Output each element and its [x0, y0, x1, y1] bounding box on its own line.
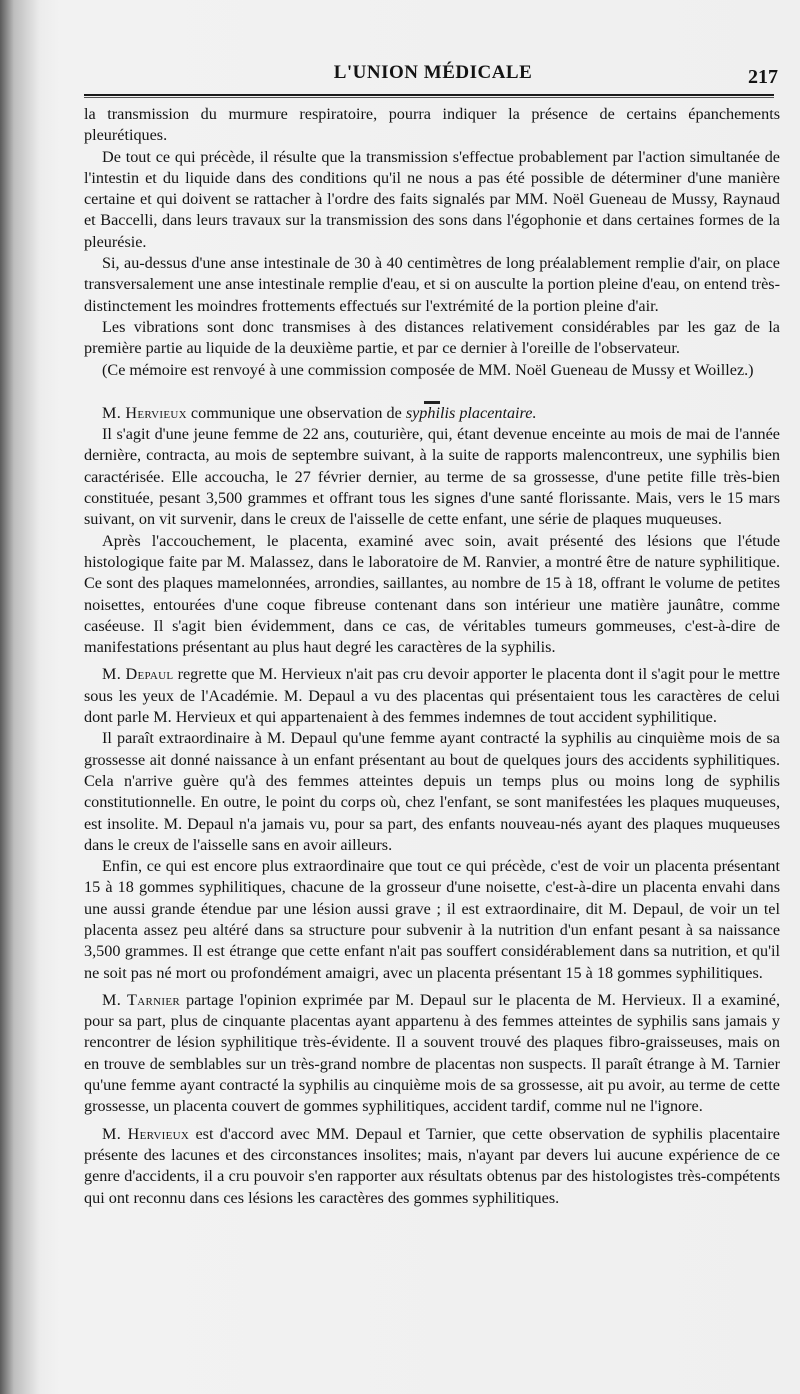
- paragraph: Après l'accouchement, le placenta, examiné avec soin, avait présenté des lésions que l'étude histologique faite par M. Malassez, dans le laboratoire de M. Ranvier, a montré être de nature syphilitique. Ce sont des plaques mamelonnées, arrondies, saillantes, au nombre de 15 à 18, offrant le volume de petites noisettes, entourées d'une coque fibreuse contenant dans son intérieur une matière jaunâtre, comme caséeuse. Il s'agit bien évidemment, dans ce cas, de véritables tumeurs gommeuses, c'est-à-dire de manifestations présentant au plus haut degré les caractères de la syphilis.: [84, 531, 780, 657]
- page-number: 217: [748, 66, 778, 88]
- paragraph-text: partage l'opinion exprimée par M. Depaul sur le placenta de M. Hervieux. Il a examiné, pour sa part, plus de cinquante placentas ayant appartenu à des femmes atteintes de syphilis sans jamais y rencontrer de lésion syphilitique très-évidente. Il a souvent trouvé des plaques fibro-graisseuses, mais on en trouve de semblables sur un très-grand nombre de placentas non suspects. Il paraît étrange à M. Tarnier qu'une femme ayant contracté la syphilis au cinquième mois de sa grossesse, ait pu avoir, au terme de cette grossesse, un placenta couvert de gommes syphilitiques, accident tardif, comme nul ne l'ignore.: [84, 990, 781, 1116]
- paragraph: De tout ce qui précède, il résulte que la transmission s'effectue probablement par l'action simultanée de l'intestin et du liquide dans des conditions qu'il ne nous a pas été possible de déterminer d'une manière certaine et qui doivent se rattacher à l'ordre des faits signalés par MM. Noël Gueneau de Mussy, Raynaud et Baccelli, dans leurs travaux sur la transmission des sons dans l'égophonie et dans certaines formes de la pleurésie.: [84, 147, 780, 251]
- emphasis-text: syphilis placentaire.: [405, 403, 537, 422]
- header-rule: [84, 94, 774, 98]
- paragraph: Il s'agit d'une jeune femme de 22 ans, couturière, qui, étant devenue enceinte au mois de mai de l'année dernière, contracta, au mois de septembre suivant, à la suite de rapports malencontreux, une syphilis bien caractérisée. Elle accoucha, le 27 février dernier, au terme de sa grossesse, d'une petite fille très-bien constituée, pesant 3,500 grammes et offrant tous les signes d'une santé florissante. Mais, vers le 15 mars suivant, on vit survenir, dans le creux de l'aisselle de cette enfant, une série de plaques muqueuses.: [84, 425, 780, 529]
- paragraph: Il paraît extraordinaire à M. Depaul qu'une femme ayant contracté la syphilis au cinquième mois de sa grossesse ait donné naissance à un enfant présentant au bout de quelques jours des accidents syphilitiques. Cela n'arrive guère qu'à des femmes atteintes depuis un temps plus ou moins long de syphilis constitutionnelle. En outre, le point du corps où, chez l'enfant, se sont manifestées les plaques muqueuses, est insolite. M. Depaul n'a jamais vu, pour sa part, des enfants nouveau-nés ayant des plaques muqueuses dans le creux de l'aisselle sans en avoir ailleurs.: [84, 729, 780, 854]
- paragraph: Enfin, ce qui est encore plus extraordinaire que tout ce qui précède, c'est de voir un placenta présentant 15 à 18 gommes syphilitiques, chacune de la grosseur d'une noisette, c'est-à-dire un placenta envahi dans une aussi grande étendue par une lésion aussi grave ; il est extraordinaire, dit M. Depaul, de voir un tel placenta assez peu altéré dans sa structure pour subvenir à la nutrition d'un enfant pesant à sa naissance 3,500 grammes. Il est étrange que cette enfant n'ait pas souffert considérablement dans sa nutrition, et qu'il ne soit pas né mort ou profondément amaigri, avec un placenta présentant 15 à 18 gommes syphilitiques.: [84, 857, 780, 982]
- speaker-name: M. Hervieux: [102, 1124, 190, 1143]
- paragraph-continuation: la transmission du murmure respiratoire, pourra indiquer la présence de certains épanchements pleurétiques.: [84, 105, 780, 145]
- speaker-name: M. Tarnier: [102, 990, 180, 1009]
- paragraph-text: regrette que M. Hervieux n'ait pas cru devoir apporter le placenta dont il s'agit pour le mettre sous les yeux de l'Académie. M. Depaul a vu des placentas qui présentaient tous les caractères de celui dont parle M. Hervieux et qui appartenaient à des femmes indemnes de tout accident syphilitique.: [84, 665, 780, 727]
- paragraph-text: communique une observation de: [186, 403, 406, 422]
- section-separator: [84, 389, 780, 401]
- running-title: L'UNION MÉDICALE: [333, 62, 533, 83]
- paragraph-hervieux-reply: [84, 1124, 780, 1209]
- paragraph-tarnier: [84, 990, 780, 1118]
- paragraph-hervieux-intro: [84, 403, 780, 424]
- paragraph-text: est d'accord avec MM. Depaul et Tarnier, que cette observation de syphilis placentaire présente des lacunes et des circonstances insolites; mais, n'ayant par devers lui aucune expérience de ce genre d'accidents, il a cru pouvoir s'en rapporter aux résultats obtenus par des histologistes très-compétents qui ont reconnu dans ces lésions les caractères des gommes syphilitiques.: [84, 1124, 780, 1207]
- paragraph: Les vibrations sont donc transmises à des distances relativement considérables par les gaz de la première partie au liquide de la deuxième partie, et par ce dernier à l'oreille de l'observateur.: [84, 317, 780, 358]
- speaker-name: M. Depaul: [102, 665, 174, 684]
- body-text: [84, 104, 780, 1209]
- paragraph: (Ce mémoire est renvoyé à une commission composée de MM. Noël Gueneau de Mussy et Woillez.): [102, 360, 754, 379]
- paragraph: Si, au-dessus d'une anse intestinale de 30 à 40 centimètres de long préalablement remplie d'air, on place transversalement une anse intestinale remplie d'eau, et si on ausculte la portion pleine d'eau, on entend très-distinctement les moindres frottements effectués sur l'extrémité de la portion pleine d'air.: [84, 254, 780, 315]
- page-header: [84, 58, 782, 98]
- speaker-name: M. Hervieux: [102, 403, 187, 422]
- paragraph-depaul: [84, 664, 780, 728]
